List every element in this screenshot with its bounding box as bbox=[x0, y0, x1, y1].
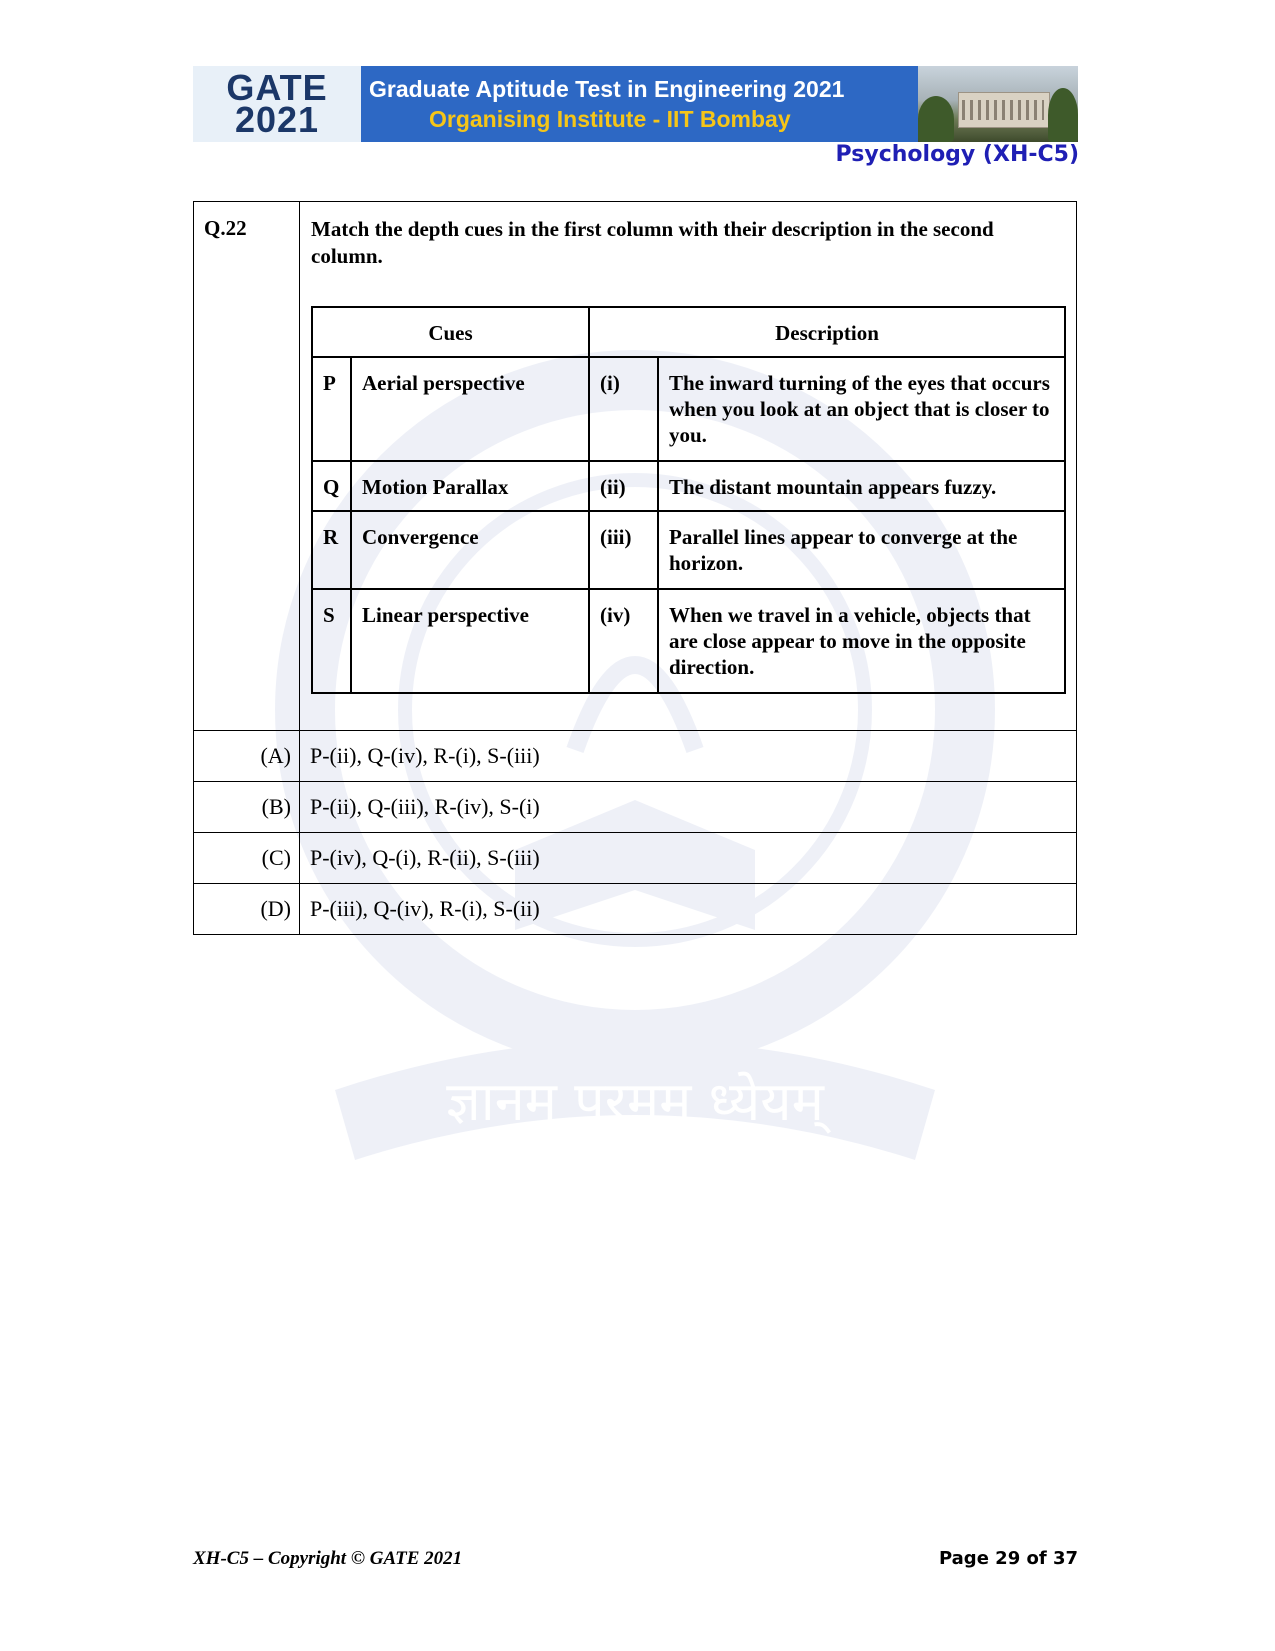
row-number: (i) bbox=[589, 357, 658, 461]
header-banner bbox=[193, 66, 1078, 142]
row-cue: Motion Parallax bbox=[351, 461, 589, 511]
footer-page-number: Page 29 of 37 bbox=[938, 1548, 1078, 1569]
row-description: The distant mountain appears fuzzy. bbox=[658, 461, 1065, 511]
match-row bbox=[312, 511, 1065, 589]
footer-copyright: XH-C5 – Copyright © GATE 2021 bbox=[193, 1548, 463, 1569]
exam-title: Graduate Aptitude Test in Engineering 2021 bbox=[369, 76, 845, 102]
match-table bbox=[311, 306, 1066, 694]
option-row[interactable] bbox=[194, 884, 1077, 935]
row-letter: P bbox=[312, 357, 351, 461]
logo-text-year: 2021 bbox=[234, 99, 320, 140]
row-cue: Convergence bbox=[351, 511, 589, 589]
option-text: P-(iii), Q-(iv), R-(i), S-(ii) bbox=[300, 884, 1077, 935]
row-description: The inward turning of the eyes that occurs when you look at an object that is closer to you. bbox=[658, 357, 1065, 461]
row-number: (iii) bbox=[589, 511, 658, 589]
match-row bbox=[312, 461, 1065, 511]
option-label: (D) bbox=[194, 884, 300, 935]
option-label: (B) bbox=[194, 782, 300, 833]
row-description: When we travel in a vehicle, objects that are close appear to move in the opposite direction. bbox=[658, 589, 1065, 693]
option-row[interactable] bbox=[194, 782, 1077, 833]
organising-institute: Organising Institute - IIT Bombay bbox=[429, 106, 791, 132]
row-letter: R bbox=[312, 511, 351, 589]
question-number: Q.22 bbox=[194, 202, 300, 731]
row-cue: Aerial perspective bbox=[351, 357, 589, 461]
match-row bbox=[312, 589, 1065, 693]
option-text: P-(iv), Q-(i), R-(ii), S-(iii) bbox=[300, 833, 1077, 884]
row-number: (iv) bbox=[589, 589, 658, 693]
option-row[interactable] bbox=[194, 833, 1077, 884]
header-description: Description bbox=[589, 307, 1065, 357]
row-letter: Q bbox=[312, 461, 351, 511]
row-cue: Linear perspective bbox=[351, 589, 589, 693]
header-cues: Cues bbox=[312, 307, 589, 357]
row-letter: S bbox=[312, 589, 351, 693]
question-text: Match the depth cues in the first column with their description in the second column. bbox=[311, 217, 994, 268]
institute-photo bbox=[918, 66, 1078, 142]
row-description: Parallel lines appear to converge at the horizon. bbox=[658, 511, 1065, 589]
gate-logo bbox=[193, 66, 361, 142]
svg-text:ज्ञानम् परमम् ध्येयम्: ज्ञानम् परमम् ध्येयम् bbox=[446, 1070, 824, 1133]
question-table bbox=[193, 201, 1077, 935]
option-label: (C) bbox=[194, 833, 300, 884]
subject-title: Psychology (XH-C5) bbox=[835, 142, 1079, 167]
question-body bbox=[300, 202, 1077, 731]
option-text: P-(ii), Q-(iii), R-(iv), S-(i) bbox=[300, 782, 1077, 833]
option-row[interactable] bbox=[194, 731, 1077, 782]
logo-text-gate: GATE bbox=[226, 67, 328, 108]
option-text: P-(ii), Q-(iv), R-(i), S-(iii) bbox=[300, 731, 1077, 782]
row-number: (ii) bbox=[589, 461, 658, 511]
banner-titles bbox=[361, 66, 918, 142]
option-label: (A) bbox=[194, 731, 300, 782]
match-row bbox=[312, 357, 1065, 461]
